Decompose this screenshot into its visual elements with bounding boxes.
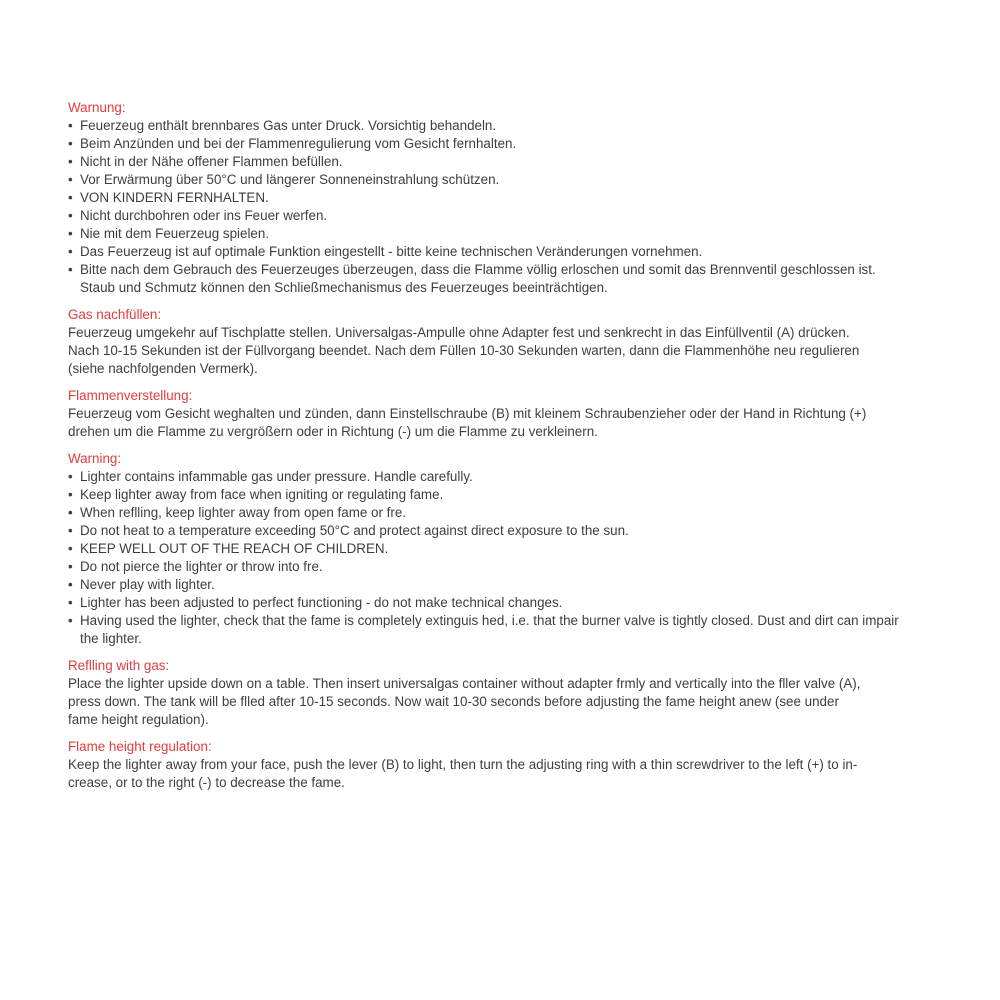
paragraph-line: Place the lighter upside down on a table. Then insert universalgas container without adapter frmly and vertically into the fller valve (A), (68, 676, 861, 691)
bullet-item (68, 576, 912, 594)
bullet-item (68, 540, 912, 558)
paragraph-line: Keep the lighter away from your face, push the lever (B) to light, then turn the adjusting ring with a thin screwdriver to the left (+) to in- (68, 757, 858, 772)
bullet-text: Bitte nach dem Gebrauch des Feuerzeuges überzeugen, dass die Flamme völlig erloschen und somit das Brennventil geschlossen ist. Staub und Schmutz können den Schließmechanismus des Feuerzeuges beeinträchtigen. (80, 262, 876, 295)
bullet-item (68, 486, 912, 504)
section-refilling-with-gas (68, 657, 912, 729)
bullet-item (68, 468, 912, 486)
paragraph (68, 405, 912, 441)
bullet-icon: • (68, 595, 73, 610)
paragraph-line: Nach 10-15 Sekunden ist der Füllvorgang beendet. Nach dem Füllen 10-30 Sekunden warten, dann die Flammenhöhe neu regulieren (68, 343, 860, 358)
bullet-item (68, 504, 912, 522)
bullet-item (68, 171, 912, 189)
bullet-text: VON KINDERN FERNHALTEN. (80, 190, 269, 205)
paragraph-line: crease, or to the right (-) to decrease the fame. (68, 775, 345, 790)
bullet-item (68, 207, 912, 225)
bullet-icon: • (68, 523, 73, 538)
bullet-icon: • (68, 244, 73, 259)
bullet-icon: • (68, 208, 73, 223)
bullet-item (68, 189, 912, 207)
bullet-item (68, 612, 912, 648)
bullet-icon: • (68, 505, 73, 520)
section-warning-en (68, 450, 912, 648)
bullet-list (68, 117, 912, 297)
bullet-list (68, 468, 912, 648)
paragraph-line: drehen um die Flamme zu vergrößern oder in Richtung (-) um die Flamme zu verkleinern. (68, 424, 598, 439)
bullet-icon: • (68, 136, 73, 151)
bullet-text: Do not heat to a temperature exceeding 50°C and protect against direct exposure to the sun. (80, 523, 629, 538)
bullet-text: Nie mit dem Feuerzeug spielen. (80, 226, 270, 241)
bullet-icon: • (68, 559, 73, 574)
bullet-text: Vor Erwärmung über 50°C und längerer Sonneneinstrahlung schützen. (80, 172, 500, 187)
bullet-icon: • (68, 541, 73, 556)
bullet-item (68, 261, 912, 297)
bullet-text: Das Feuerzeug ist auf optimale Funktion eingestellt - bitte keine technischen Veränderungen vornehmen. (80, 244, 703, 259)
bullet-text: Never play with lighter. (80, 577, 215, 592)
bullet-icon: • (68, 487, 73, 502)
bullet-text: Lighter contains infammable gas under pressure. Handle carefully. (80, 469, 473, 484)
bullet-item (68, 225, 912, 243)
bullet-icon: • (68, 577, 73, 592)
bullet-text: Do not pierce the lighter or throw into fre. (80, 559, 323, 574)
bullet-icon: • (68, 262, 73, 277)
section-warnung-de (68, 99, 912, 297)
bullet-item (68, 558, 912, 576)
bullet-text: Having used the lighter, check that the fame is completely extinguis hed, i.e. that the burner valve is tightly closed. Dust and dirt can impair the lighter. (80, 613, 899, 646)
bullet-text: Nicht durchbohren oder ins Feuer werfen. (80, 208, 328, 223)
paragraph-line: (siehe nachfolgenden Vermerk). (68, 361, 258, 376)
bullet-item (68, 153, 912, 171)
section-heading: Gas nachfüllen: (68, 307, 162, 322)
paragraph-line: Feuerzeug umgekehr auf Tischplatte stellen. Universalgas-Ampulle ohne Adapter fest und senkrecht in das Einfüllventil (A) drücken. (68, 325, 850, 340)
section-heading: Warnung: (68, 100, 126, 115)
section-heading: Flammenverstellung: (68, 388, 193, 403)
paragraph-line: fame height regulation). (68, 712, 209, 727)
section-heading: Reflling with gas: (68, 658, 170, 673)
paragraph (68, 324, 912, 378)
paragraph (68, 756, 912, 792)
bullet-icon: • (68, 172, 73, 187)
bullet-item (68, 594, 912, 612)
bullet-text: Feuerzeug enthält brennbares Gas unter Druck. Vorsichtig behandeln. (80, 118, 497, 133)
section-gas-nachfuellen (68, 306, 912, 378)
bullet-icon: • (68, 469, 73, 484)
paragraph-line: press down. The tank will be flled after 10-15 seconds. Now wait 10-30 seconds before adjusting the fame height anew (see under (68, 694, 839, 709)
bullet-icon: • (68, 154, 73, 169)
bullet-text: Lighter has been adjusted to perfect functioning - do not make technical changes. (80, 595, 563, 610)
bullet-text: When reflling, keep lighter away from open fame or fre. (80, 505, 406, 520)
bullet-item (68, 243, 912, 261)
section-heading: Flame height regulation: (68, 739, 212, 754)
paragraph-line: Feuerzeug vom Gesicht weghalten und zünden, dann Einstellschraube (B) mit kleinem Schraubenzieher oder der Hand in Richtung (+) (68, 406, 867, 421)
bullet-icon: • (68, 118, 73, 133)
section-heading: Warning: (68, 451, 122, 466)
bullet-icon: • (68, 226, 73, 241)
bullet-icon: • (68, 190, 73, 205)
bullet-item (68, 522, 912, 540)
bullet-text: Nicht in der Nähe offener Flammen befüllen. (80, 154, 343, 169)
sections-container (68, 99, 912, 792)
bullet-icon: • (68, 613, 73, 628)
section-flammenverstellung (68, 387, 912, 441)
section-flame-height-regulation (68, 738, 912, 792)
bullet-item (68, 135, 912, 153)
bullet-text: KEEP WELL OUT OF THE REACH OF CHILDREN. (80, 541, 389, 556)
bullet-text: Beim Anzünden und bei der Flammenregulierung vom Gesicht fernhalten. (80, 136, 517, 151)
paragraph (68, 675, 912, 729)
bullet-item (68, 117, 912, 135)
bullet-text: Keep lighter away from face when igniting or regulating fame. (80, 487, 444, 502)
